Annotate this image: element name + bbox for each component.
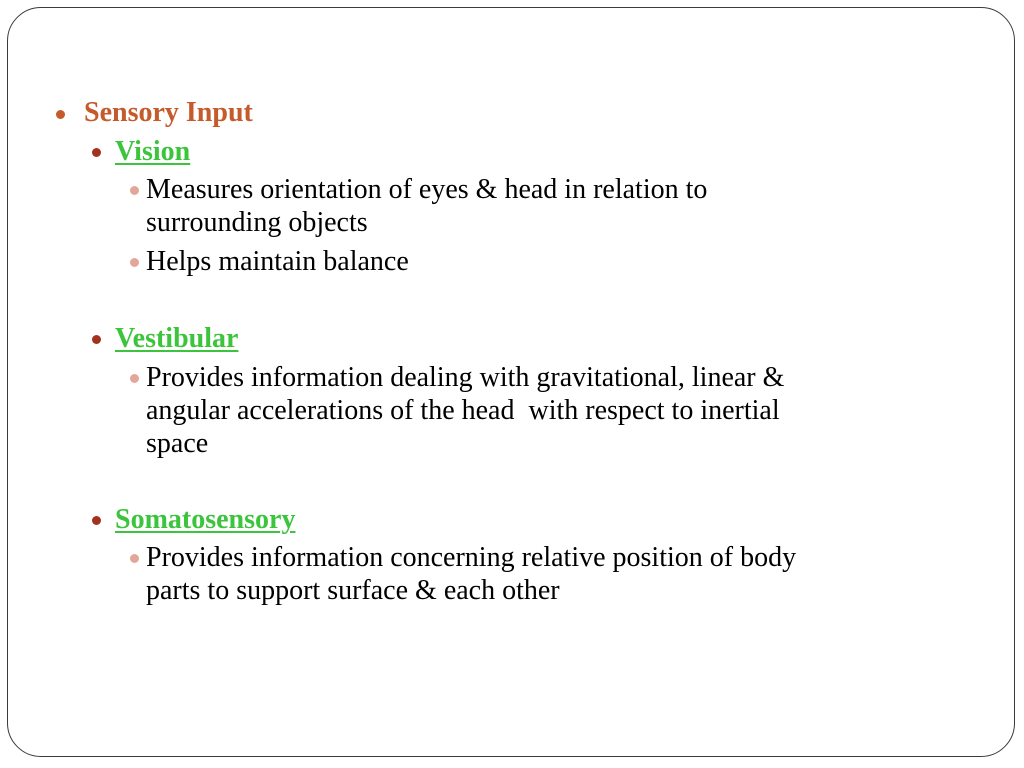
bullet-icon — [130, 374, 139, 383]
subheading-vision: Vision — [115, 136, 191, 167]
bullet-icon — [130, 186, 139, 195]
heading-sensory-input: Sensory Input — [84, 97, 253, 128]
somatosensory-point-line-1: Provides information concerning relative position of body — [146, 542, 797, 573]
bullet-icon — [92, 148, 101, 157]
vestibular-point-line-3: space — [146, 428, 209, 459]
bullet-icon — [92, 335, 101, 344]
subheading-vestibular: Vestibular — [115, 323, 239, 354]
vision-point-1-line-2: surrounding objects — [146, 207, 368, 238]
somatosensory-point-line-2: parts to support surface & each other — [146, 575, 560, 606]
vestibular-point-line-1: Provides information dealing with gravitational, linear & — [146, 362, 785, 393]
vision-point-2: Helps maintain balance — [146, 246, 409, 277]
bullet-icon — [130, 554, 139, 563]
vision-point-1-line-1: Measures orientation of eyes & head in relation to — [146, 174, 708, 205]
vestibular-point-line-2: angular accelerations of the head with respect to inertial — [146, 395, 780, 426]
bullet-icon — [56, 110, 65, 119]
bullet-icon — [130, 258, 139, 267]
subheading-somatosensory: Somatosensory — [115, 504, 296, 535]
bullet-icon — [92, 516, 101, 525]
